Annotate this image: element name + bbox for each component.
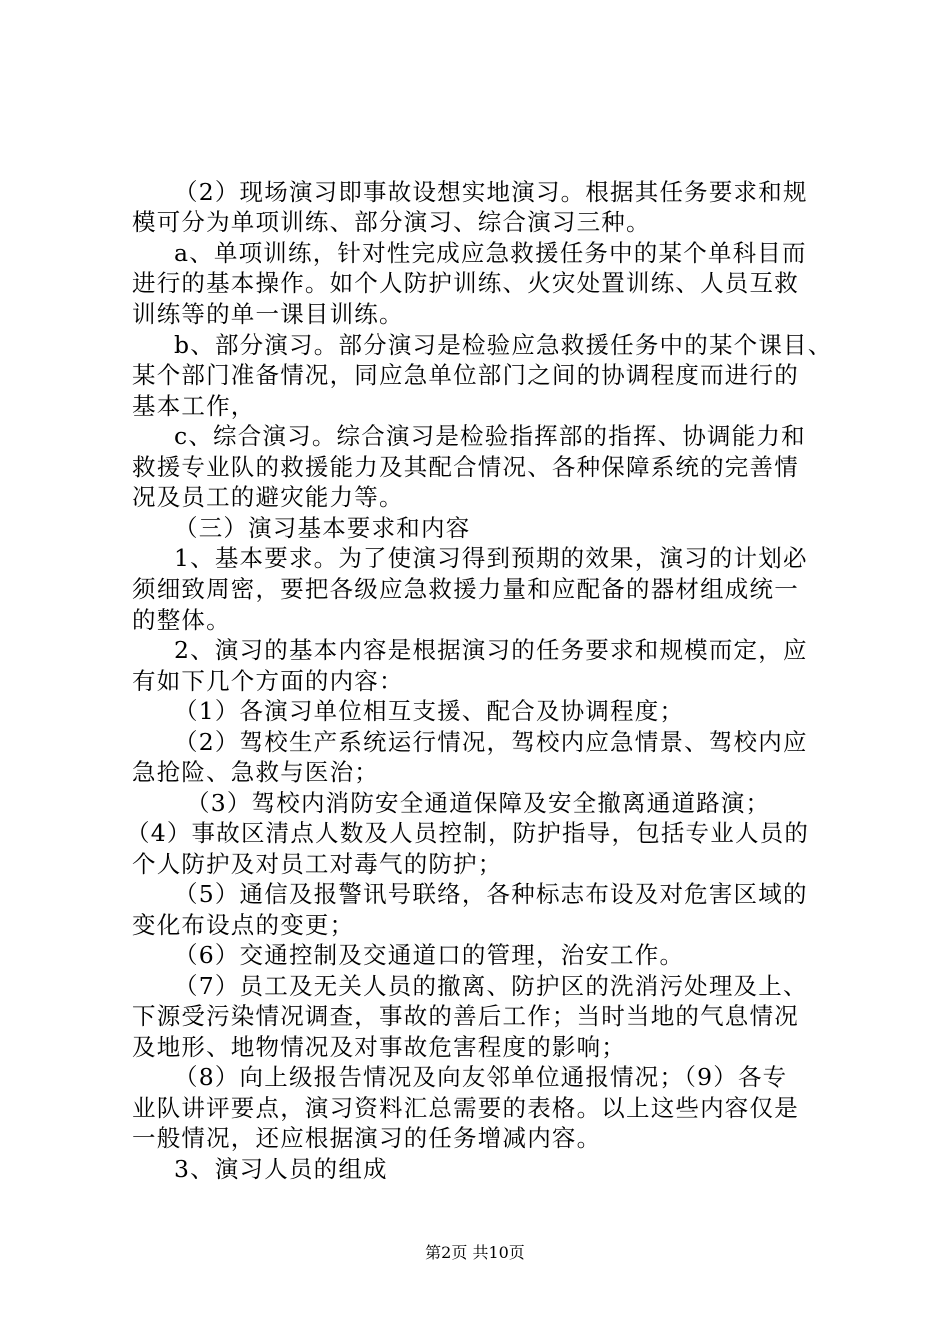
text-line: 有如下几个方面的内容：: [132, 667, 404, 695]
text-line: 训练等的单一课目训练。: [132, 300, 404, 328]
text-line: （1）各演习单位相互支援、配合及协调程度；: [174, 697, 685, 725]
text-line: c、综合演习。综合演习是检验指挥部的指挥、协调能力和: [174, 422, 806, 450]
text-line: 及地形、地物情况及对事故危害程度的影响；: [132, 1033, 626, 1061]
text-line: 下源受污染情况调查，事故的善后工作；当时当地的气息情况: [132, 1002, 799, 1030]
text-line: （4）事故区清点人数及人员控制，防护指导，包括专业人员的: [126, 819, 810, 847]
text-line: （6）交通控制及交通道口的管理，治安工作。: [174, 941, 685, 969]
text-line: 某个部门准备情况，同应急单位部门之间的协调程度而进行的: [132, 361, 799, 389]
text-line: 况及员工的避灾能力等。: [132, 483, 404, 511]
text-line: a、单项训练，针对性完成应急救援任务中的某个单科目而: [174, 239, 807, 267]
text-line: （7）员工及无关人员的撤离、防护区的洗消污处理及上、: [174, 972, 808, 1000]
text-line: 1、基本要求。为了使演习得到预期的效果，演习的计划必: [174, 544, 808, 572]
text-line: 变化布设点的变更；: [132, 911, 355, 939]
text-line: 个人防护及对员工对毒气的防护；: [132, 850, 503, 878]
text-line: 2、演习的基本内容是根据演习的任务要求和规模而定，应: [174, 636, 808, 664]
text-line: 一般情况，还应根据演习的任务增减内容。: [132, 1124, 602, 1152]
text-line: 基本工作，: [132, 392, 256, 420]
text-line: 进行的基本操作。如个人防护训练、火灾处置训练、人员互救: [132, 269, 799, 297]
text-line: （5）通信及报警讯号联络，各种标志布设及对危害区域的: [174, 880, 808, 908]
text-line: 救援专业队的救援能力及其配合情况、各种保障系统的完善情: [132, 453, 799, 481]
text-line: （2）驾校生产系统运行情况，驾校内应急情景、驾校内应: [174, 728, 808, 756]
text-line: b、部分演习。部分演习是检验应急救援任务中的某个课目、: [174, 331, 833, 359]
text-line: （3）驾校内消防安全通道保障及安全撤离通道路演；: [186, 789, 771, 817]
text-line: 业队讲评要点，演习资料汇总需要的表格。以上这些内容仅是: [132, 1094, 799, 1122]
text-line: （8）向上级报告情况及向友邻单位通报情况；（9）各专: [174, 1063, 788, 1091]
text-line: 的整体。: [132, 606, 231, 634]
text-line: 须细致周密，要把各级应急救援力量和应配备的器材组成统一: [132, 575, 799, 603]
text-line: 模可分为单项训练、部分演习、综合演习三种。: [132, 208, 651, 236]
section-heading: （三）演习基本要求和内容: [174, 514, 471, 542]
text-line: 3、演习人员的组成: [174, 1155, 388, 1183]
text-line: 急抢险、急救与医治；: [132, 758, 379, 786]
page-number: 第2页 共10页: [425, 1243, 525, 1262]
text-line: （2）现场演习即事故设想实地演习。根据其任务要求和规: [174, 178, 808, 206]
